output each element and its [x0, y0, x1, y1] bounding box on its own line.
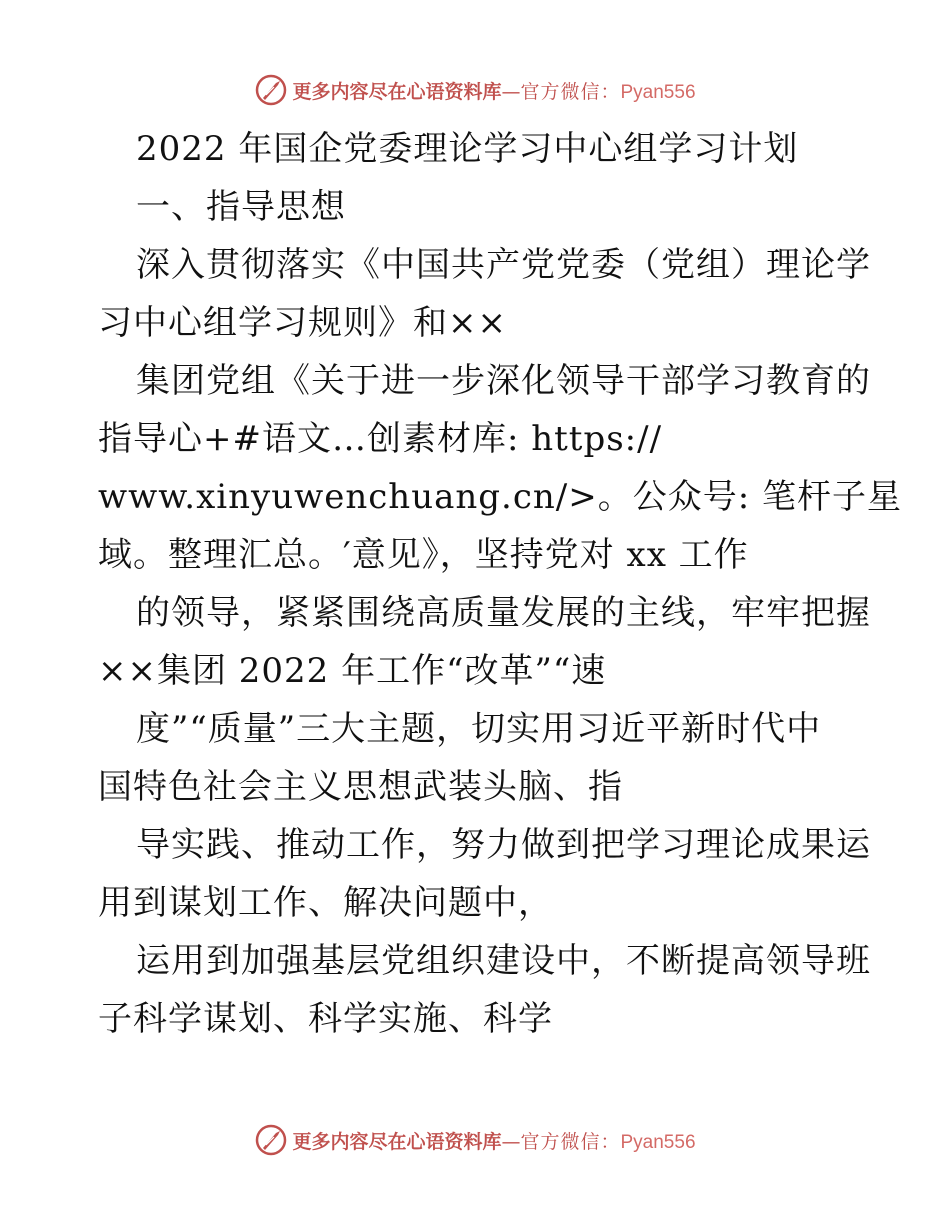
watermark-label: 官方微信：: [520, 1130, 621, 1153]
watermark-text: [292, 77, 695, 104]
body-line: 指导心+#语文…创素材库: https://: [98, 419, 663, 459]
watermark-text: [292, 1127, 695, 1154]
body-line: 习中心组学习规则》和××: [98, 303, 507, 343]
quill-logo-icon: [254, 1123, 288, 1157]
body-line: 国特色社会主义思想武装头脑、指: [98, 767, 623, 807]
document-title: 2022 年国企党委理论学习中心组学习计划: [136, 129, 799, 169]
document-body: [98, 120, 902, 1048]
watermark-brand: 更多内容尽在心语资料库: [292, 1130, 502, 1153]
watermark-wechat-id: Pyan556: [620, 1131, 696, 1153]
header-watermark: [0, 70, 950, 110]
watermark-brand: 更多内容尽在心语资料库: [292, 80, 502, 103]
footer-watermark: [0, 1120, 950, 1160]
body-line: 的领导，紧紧围绕高质量发展的主线，牢牢把握: [136, 593, 871, 633]
body-line: www.xinyuwenchuang.cn/>。公众号: 笔杆子星: [98, 477, 902, 517]
body-line: 用到谋划工作、解决问题中，: [98, 883, 553, 923]
body-line: ××集团 2022 年工作“改革”“速: [98, 651, 607, 691]
watermark-label: 官方微信：: [520, 80, 621, 103]
body-line: 运用到加强基层党组织建设中，不断提高领导班: [136, 941, 871, 981]
body-line: 度”“质量”三大主题，切实用习近平新时代中: [136, 709, 822, 749]
watermark-separator: —: [501, 1130, 521, 1153]
body-line: 子科学谋划、科学实施、科学: [98, 999, 553, 1039]
watermark-separator: —: [501, 80, 521, 103]
body-line: 导实践、推动工作，努力做到把学习理论成果运: [136, 825, 871, 865]
quill-logo-icon: [254, 73, 288, 107]
body-line: 深入贯彻落实《中国共产党党委（党组）理论学: [136, 245, 871, 285]
watermark-wechat-id: Pyan556: [620, 81, 696, 103]
body-line: 集团党组《关于进一步深化领导干部学习教育的: [136, 361, 871, 401]
body-line: 域。整理汇总。′意见》，坚持党对 xx 工作: [98, 535, 749, 575]
section-heading: 一、指导思想: [136, 187, 346, 227]
